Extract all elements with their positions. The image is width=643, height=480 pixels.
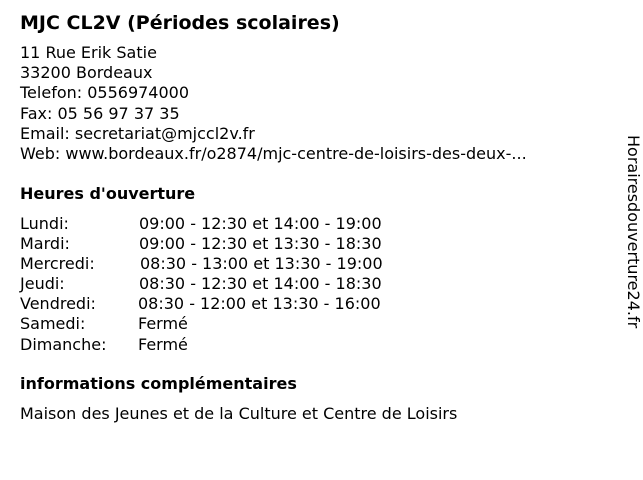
day-label: Mardi: xyxy=(20,234,70,254)
additional-info-heading: informations complémentaires xyxy=(20,374,297,393)
email-line: Email: secretariat@mjccl2v.fr xyxy=(20,123,255,143)
time-range: 08:30 - 12:30 et 14:00 - 18:30 xyxy=(139,274,382,294)
time-range: Fermé xyxy=(138,314,188,334)
page-title: MJC CL2V (Périodes scolaires) xyxy=(20,12,340,34)
day-label: Jeudi: xyxy=(20,274,65,294)
site-watermark: Horairesdouverture24.fr xyxy=(624,135,643,329)
day-label: Vendredi: xyxy=(20,294,96,314)
additional-info-text: Maison des Jeunes et de la Culture et Centre de Loisirs xyxy=(20,404,458,423)
time-range: 08:30 - 13:00 et 13:30 - 19:00 xyxy=(140,254,383,274)
fax-line: Fax: 05 56 97 37 35 xyxy=(20,103,180,123)
time-range: 09:00 - 12:30 et 13:30 - 18:30 xyxy=(139,234,382,254)
opening-hours-heading: Heures d'ouverture xyxy=(20,184,196,203)
address-street: 11 Rue Erik Satie xyxy=(20,43,157,62)
phone-line: Telefon: 0556974000 xyxy=(20,83,190,103)
time-range: Fermé xyxy=(138,334,188,354)
day-label: Mercredi: xyxy=(20,254,95,274)
day-label: Samedi: xyxy=(20,314,86,334)
day-label: Dimanche: xyxy=(20,334,107,354)
time-range: 09:00 - 12:30 et 14:00 - 19:00 xyxy=(139,214,382,233)
contact-block xyxy=(20,43,527,164)
time-range: 08:30 - 12:00 et 13:30 - 16:00 xyxy=(138,294,381,314)
web-line: Web: www.bordeaux.fr/o2874/mjc-centre-de-loisirs-des-deux-... xyxy=(20,143,527,163)
address-city: 33200 Bordeaux xyxy=(20,63,153,83)
day-label: Lundi: xyxy=(20,214,69,233)
